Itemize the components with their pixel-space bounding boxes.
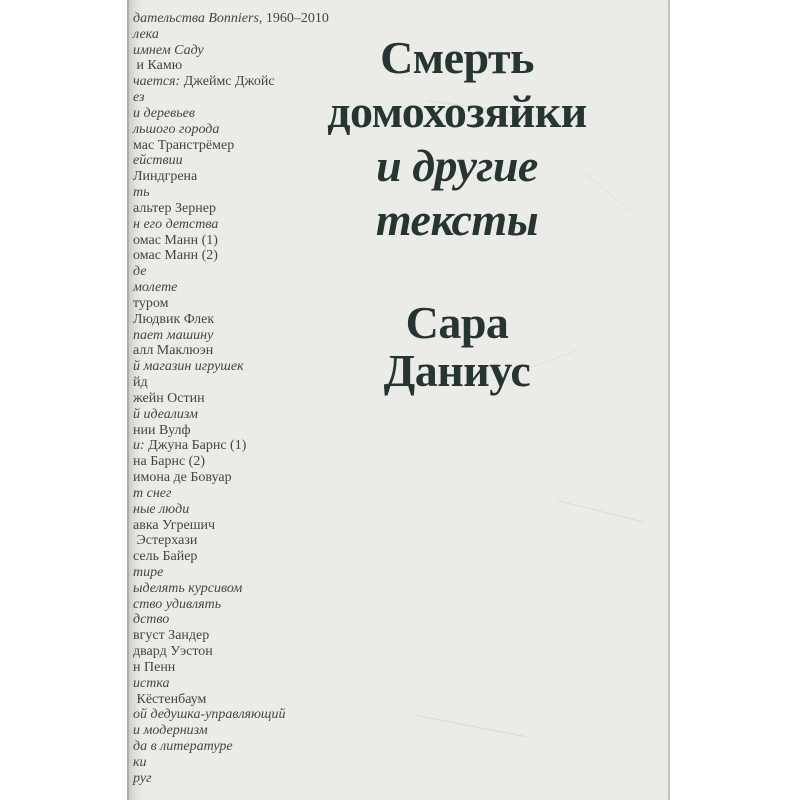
toc-text: мас Транстрёмер: [133, 137, 235, 153]
toc-text: сель Байер: [133, 549, 198, 565]
toc-text: т снег: [133, 485, 172, 501]
toc-text: тире: [133, 564, 164, 580]
toc-line: [133, 549, 329, 565]
toc-text: двард Уэстон: [133, 644, 213, 660]
book-cover: [127, 0, 670, 800]
toc-text: дство: [133, 612, 170, 628]
toc-line: [133, 470, 329, 486]
paper-crease: [557, 500, 645, 523]
toc-text: ыделять курсивом: [133, 580, 243, 596]
book-title-line-3: и другие: [376, 140, 538, 191]
author-name: [242, 299, 672, 395]
toc-text: н его детства: [133, 216, 219, 232]
toc-line: [133, 755, 329, 771]
toc-text: йд: [133, 375, 148, 391]
toc-text: Джеймс Джойс: [183, 74, 275, 90]
toc-text: ействии: [133, 153, 183, 169]
toc-line: [133, 707, 329, 723]
toc-text: и:: [133, 438, 149, 454]
toc-line: [133, 628, 329, 644]
toc-line: [133, 581, 329, 597]
toc-text: молете: [133, 280, 178, 296]
toc-text: имнем Саду: [133, 42, 204, 58]
author-line-2: Даниус: [383, 345, 531, 396]
toc-text: Людвик Флек: [133, 311, 215, 327]
toc-text: имона де Бовуар: [133, 470, 232, 486]
paper-crease: [417, 715, 525, 737]
toc-line: [133, 692, 329, 708]
toc-line: [133, 723, 329, 739]
toc-text: льшого города: [133, 121, 220, 137]
toc-text: алл Маклюэн: [133, 343, 214, 359]
toc-text: вгуст Зандер: [133, 628, 210, 644]
toc-text: руг: [133, 770, 152, 786]
toc-text: ство удивлять: [133, 596, 222, 612]
toc-text: альтер Зернер: [133, 200, 216, 216]
toc-line: [133, 597, 329, 613]
toc-text: омас Манн (2): [133, 248, 218, 264]
toc-text: , 1960–2010: [258, 11, 329, 26]
toc-line: [133, 739, 329, 755]
cover-right-edge: [668, 0, 670, 800]
toc-text: ой дедушка-управляющий: [133, 707, 286, 723]
toc-text: ки: [133, 754, 147, 770]
toc-text: и деревьев: [133, 105, 195, 121]
toc-text: нии Вулф: [133, 422, 191, 438]
toc-line: [133, 565, 329, 581]
author-line-1: Сара: [405, 297, 509, 348]
title-block: [242, 31, 672, 395]
toc-line: [133, 676, 329, 692]
toc-text: лека: [133, 26, 159, 42]
toc-line: [133, 771, 329, 787]
toc-line: [133, 533, 329, 549]
toc-line: [133, 612, 329, 628]
toc-line: [133, 454, 329, 470]
book-title-line-4: тексты: [375, 194, 539, 245]
book-title-line-1: Смерть: [380, 32, 534, 83]
toc-text: й идеализм: [133, 406, 198, 422]
toc-line: [133, 502, 329, 518]
toc-line: [133, 407, 329, 423]
toc-text: жейн Остин: [133, 390, 205, 406]
toc-text: Bonniers: [208, 11, 259, 26]
toc-text: ные люди: [133, 501, 190, 517]
toc-text: ез: [133, 90, 145, 106]
toc-text: омас Манн (1): [133, 232, 218, 248]
toc-text: и модернизм: [133, 723, 208, 739]
toc-line: [133, 11, 329, 27]
toc-text: истка: [133, 675, 170, 691]
toc-line: [133, 486, 329, 502]
toc-text: Линдгрена: [133, 169, 198, 185]
toc-text: и Камю: [133, 58, 183, 74]
toc-line: [133, 438, 329, 454]
toc-text: н Пенн: [133, 659, 176, 675]
toc-line: [133, 423, 329, 439]
toc-text: туром: [133, 295, 169, 311]
toc-text: Эстерхази: [133, 533, 198, 549]
toc-line: [133, 644, 329, 660]
toc-text: де: [133, 264, 147, 280]
toc-line: [133, 518, 329, 534]
toc-text: Кёстенбаум: [133, 691, 207, 707]
toc-text: чается:: [133, 74, 184, 90]
toc-text: й магазин игрушек: [133, 359, 244, 375]
toc-text: ть: [133, 185, 150, 201]
toc-line: [133, 660, 329, 676]
toc-text: на Барнс (2): [133, 454, 205, 470]
toc-text: дательства: [133, 11, 209, 26]
book-title-line-2: домохозяйки: [327, 86, 587, 137]
toc-text: да в литературе: [133, 739, 233, 755]
toc-text: пает машину: [133, 327, 214, 343]
toc-text: авка Угрешич: [133, 517, 216, 533]
toc-text: Джуна Барнс (1): [148, 438, 247, 454]
